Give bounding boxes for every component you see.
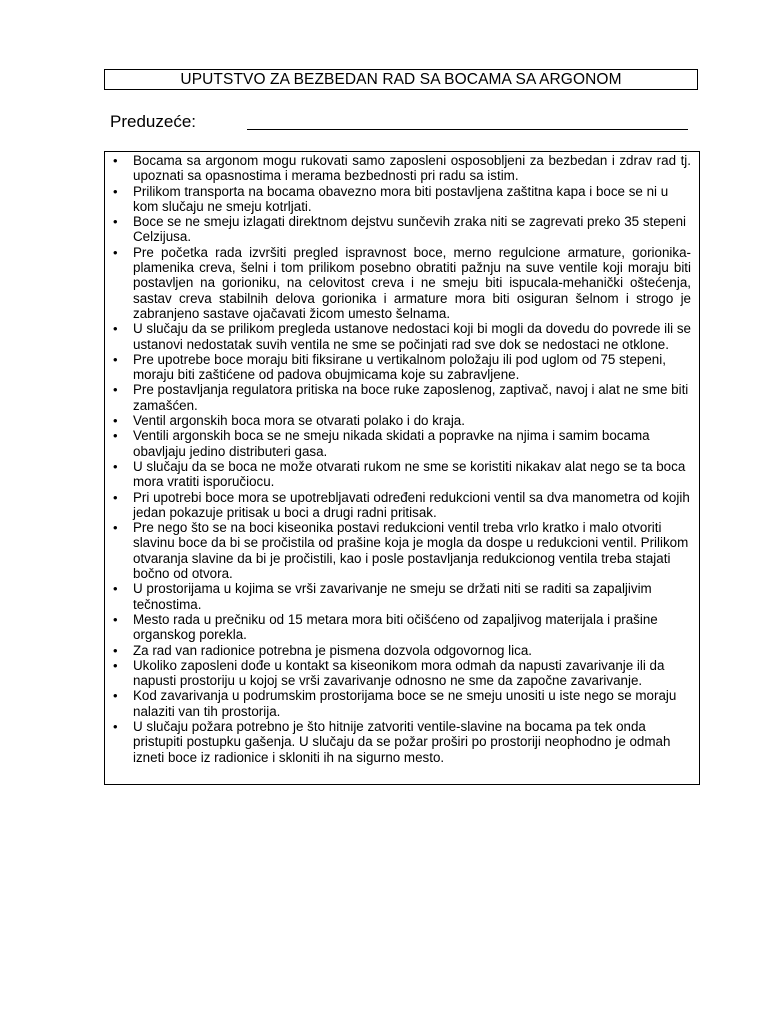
rule-text: Kod zavarivanja u podrumskim prostorijama boce se ne smeju unositi u iste nego se moraju nalaziti van tih prostorija. (133, 688, 677, 719)
rule-text: Pri upotrebi boce mora se upotrebljavati određeni redukcioni ventil sa dva manometra od kojih jedan pokazuje pritisak u boci a drugi radni pritisak. (133, 489, 690, 520)
bullet-icon: • (113, 351, 118, 367)
rule-item (113, 321, 691, 352)
bullet-icon: • (113, 489, 118, 505)
rule-item (113, 245, 691, 321)
rule-item (113, 643, 691, 658)
company-label: Preduzeće: (110, 112, 196, 131)
rule-text: Ventili argonskih boca se ne smeju nikada skidati a popravke na njima i samim bocama obavljaju jedino distributeri gasa. (133, 428, 650, 459)
bullet-icon: • (113, 413, 118, 429)
rule-item (113, 612, 691, 643)
rule-item (113, 719, 691, 765)
bullet-icon: • (113, 611, 118, 627)
bullet-icon: • (113, 688, 118, 704)
bullet-icon: • (113, 153, 118, 168)
document-title: UPUTSTVO ZA BEZBEDAN RAD SA BOCAMA SA ARGONOM (104, 69, 698, 90)
bullet-icon: • (113, 581, 118, 597)
rule-item (113, 459, 691, 490)
rule-text: Bocama sa argonom mogu rukovati samo zaposleni osposobljeni za bezbedan i zdrav rad tj. upoznati sa opasnostima i merama bezbednosti pri radu sa istim. (133, 153, 691, 184)
rule-text: Ukoliko zaposleni dođe u kontakt sa kiseonikom mora odmah da napusti zavarivanje ili da napusti prostoriju u kojoj se vrši zavarivanje odnosno ne sme da započne zavarivanje. (133, 657, 665, 689)
bullet-icon: • (113, 321, 118, 337)
rule-item (113, 520, 691, 581)
rule-text: Boce se ne smeju izlagati direktnom dejstvu sunčevih zraka niti se zagrevati preko 35 stepeni Celzijusa. (133, 214, 687, 245)
rules-box (104, 151, 700, 785)
bullet-icon: • (113, 642, 118, 658)
rule-text: Ventil argonskih boca mora se otvarati polako i do kraja. (133, 413, 465, 429)
bullet-icon: • (113, 520, 118, 536)
rule-item (113, 153, 691, 184)
rule-text: Za rad van radionice potrebna je pismena dozvola odgovornog lica. (133, 642, 532, 658)
bullet-icon: • (113, 718, 118, 734)
rules-list (113, 153, 691, 765)
rule-text: Prilikom transporta na bocama obavezno mora biti postavljena zaštitna kapa i boce se ni u kom slučaju ne smeju kotrljati. (133, 183, 669, 214)
rule-text: Pre upotrebe boce moraju biti fiksirane u vertikalnom položaju ili pod uglom od 75 stepeni, moraju biti zaštićene od padova obujmicama koje su zabravljene. (133, 351, 666, 383)
rule-item (113, 413, 691, 428)
bullet-icon: • (113, 382, 118, 398)
rule-text: U prostorijama u kojima se vrši zavarivanje ne smeju se držati niti se raditi sa zapaljivim tečnostima. (133, 581, 652, 612)
rule-item (113, 688, 691, 719)
rule-item (113, 352, 691, 383)
bullet-icon: • (113, 428, 118, 444)
bullet-icon: • (113, 657, 118, 673)
rule-text: Pre nego što se na boci kiseonika postavi redukcioni ventil treba vrlo kratko i malo otvoriti slavinu boce da bi se pročistila od prašine koja je mogla da dospe u redukcioni ventil. Prilikom otvaranja slavine da bi je pročistili, kao i posle postavljanja redukcionog ventila treba stajati bočno od otvora. (133, 520, 689, 582)
bullet-icon: • (113, 458, 118, 474)
rule-text: U slučaju da se prilikom pregleda ustanove nedostaci koji bi mogli da dovedu do povrede ili se ustanovi nedostatak suvih ventila ne sme se počinjati rad sve dok se nedostaci ne otklone. (133, 321, 691, 352)
rule-text: Pre početka rada izvršiti pregled ispravnost boce, merno regulcione armature, gorionika-plamenika creva, šelni i tom prilikom posebno obratiti pažnju na suve ventile koji moraju biti postavljen na gorioniku, na celovitost creva i ne smeju biti ispucala-mehanički oštećenja, sastav creva stabilnih delova gorionika i armature mora biti osiguran šelnom i strogo je zabranjeno sastave ojačavati žicom umesto šelnama. (133, 244, 691, 321)
bullet-icon: • (113, 214, 118, 230)
rule-item (113, 490, 691, 521)
rule-item (113, 581, 691, 612)
bullet-icon: • (113, 183, 118, 199)
rule-item (113, 214, 691, 245)
rule-item (113, 184, 691, 215)
rule-text: U slučaju požara potrebno je što hitnije zatvoriti ventile-slavine na bocama pa tek onda pristupiti postupku gašenja. U slučaju da se požar proširi po prostoriji neophodno je odmah izneti boce iz radionice i skloniti ih na sigurno mesto. (133, 718, 671, 765)
rule-item (113, 382, 691, 413)
rule-text: U slučaju da se boca ne može otvarati rukom ne sme se koristiti nikakav alat nego se ta boca mora vratiti isporučiocu. (133, 458, 686, 490)
bullet-icon: • (113, 244, 118, 260)
rule-text: Pre postavljanja regulatora pritiska na boce ruke zaposlenog, zaptivač, navoj i alat ne sme biti zamašćen. (133, 382, 689, 413)
rule-item (113, 658, 691, 689)
company-name-field-line (247, 129, 688, 130)
rule-text: Mesto rada u prečniku od 15 metara mora biti očišćeno od zapaljivog materijala i prašine organskog porekla. (133, 611, 658, 643)
rule-item (113, 428, 691, 459)
